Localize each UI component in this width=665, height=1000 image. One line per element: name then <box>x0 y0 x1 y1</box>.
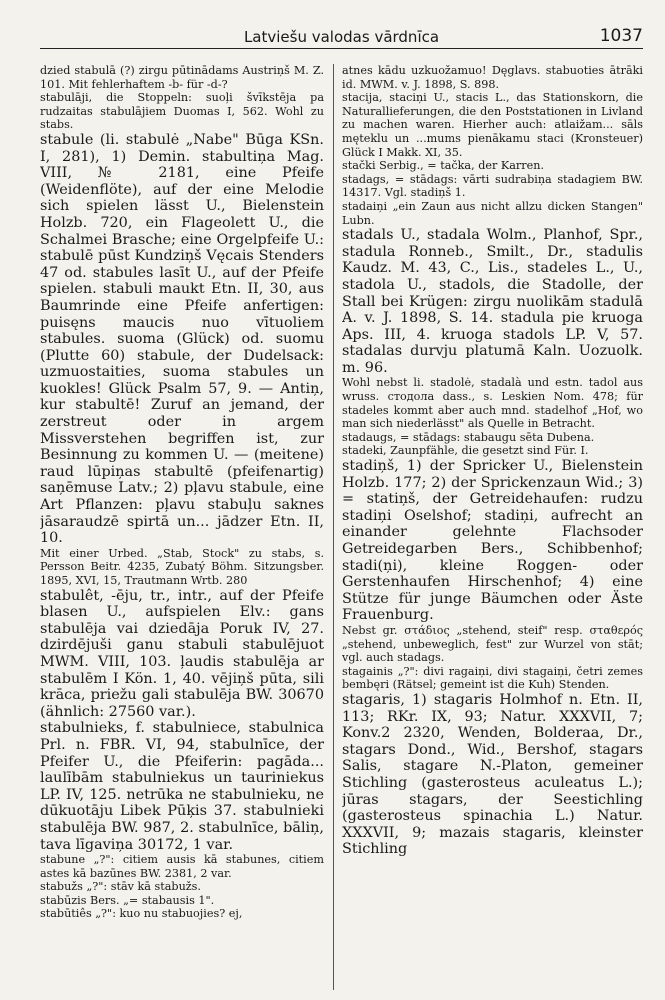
dictionary-entry: stagainis „?": divi ragaiņi, divi stagaiņi, četri zemes bembęri (Rätsel; gemeint ist die Kuh) Stenden. <box>342 664 643 692</box>
dictionary-entry: stadaugs, = stādags: stabaugu sēta Dubena. <box>342 430 595 444</box>
dictionary-entry: Wohl nebst li. stadolė, stadalà und estn. tadol aus wruss. стодола dass., s. Leskien Nom. 478; für stadeles kommt aber auch mnd. stadelhof „Hof, wo man sich niederlässt" als Quelle in Betracht. <box>342 376 643 431</box>
page-header <box>40 26 643 49</box>
dictionary-entry: stadaiņi „ein Zaun aus nicht allzu dicken Stangen" Lubn. <box>342 199 643 227</box>
dictionary-entry: stacija, staciņi U., stacis L., das Stationskorn, die Naturallieferungen, die den Poststationen in Livland zu machen waren. Hierher auch: atlaižam... sāls męteklu un ...mums pienākamu staci (Kronsteuer) Glück I Makk. XI, 35. <box>342 91 643 159</box>
dictionary-entry: stabune „?": citiem ausis kā stabunes, citiem astes kā bazūnes BW. 2381, 2 var. <box>40 853 324 880</box>
dictionary-entry: stabulnieks, f. stabulniece, stabulnica Prl. n. FBR. VI, 94, stabulnīce, der Pfeifer U., die Pfeiferin: pagāda... laulībām stabulniekus un tauriniekus LP. IV, 125. netrūka ne stabulnieku, ne dūkuotāju Libek Pūķis 37. stabulnieki stabulēja BW. 987, 2. stabulnīce, bāliņ, tava līgaviņa 30172, 1 var. <box>40 720 324 853</box>
dictionary-title: Latviešu valodas vārdnīca <box>243 28 440 46</box>
dictionary-entry: stabužs „?": stāv kā stabužs. <box>40 880 201 894</box>
dictionary-entry: stadags, = stādags: vārti sudrabiņa stadagiem BW. 14317. Vgl. stadiņš 1. <box>342 172 643 200</box>
dictionary-entry: stagaris, 1) stagaris Holmhof n. Etn. II, 113; RKr. IX, 93; Natur. XXXVII, 7; Konv.2 2320, Wenden, Bolderaa, Dr., stagars Dond., Wid., Bershof, stagars Salis, stagare N.-Platon, gemeiner Stichling (gasterosteus aculeatus L.); jūras stagars, der Seestichling (gasterosteus spinachia L.) Natur. XXXVII, 9; mazais stagaris, kleinster Stichling <box>342 691 643 858</box>
page-number: 1037 <box>599 26 643 46</box>
dictionary-entry: stabulāji, die Stoppeln: suoļi švīkstēja pa rudzaitas stabulājiem Duomas I, 562. Wohl zu stabs. <box>40 91 324 132</box>
column-divider <box>333 64 334 990</box>
dictionary-entry: stabulêt, -ēju, tr., intr., auf der Pfeife blasen U., aufspielen Elv.: gans stabulēja vai dziedāja Poruk IV, 27. dzirdējuši ganu stabuli stabulējuot MWM. VIII, 103. ļaudis stabulēja ar stabulēm I Kön. 1, 40. vējiņš pūta, sili krāca, priežu gali stabulēja BW. 30670 (ähnlich: 27560 var.). <box>40 587 324 720</box>
left-column <box>40 64 324 992</box>
dictionary-entry: Nebst gr. στάδιος „stehend, steif" resp. σταθερός „stehend, unbeweglich, fest" zur Wurzel von stāt; vgl. auch stadags. <box>342 623 643 665</box>
right-column <box>342 64 643 992</box>
dictionary-entry: stadeki, Zaunpfähle, die gesetzt sind Für. I. <box>342 444 589 458</box>
dictionary-entry: Mit einer Urbed. „Stab, Stock" zu stabs, s. Persson Beitr. 4235, Zubatý Böhm. Sitzungsber. 1895, XVI, 15, Trautmann Wrtb. 280 <box>40 546 324 587</box>
dictionary-entry: stabūtiês „?": kuo nu stabuojies? ej, <box>40 907 243 921</box>
dictionary-entry: stadals U., stadala Wolm., Planhof, Spr., stadula Ronneb., Smilt., Dr., stadulis Kaudz. M. 43, C., Lis., stadeles L., U., stadola U., stadols, die Stadolle, der Stall bei Krügen: zirgu nuolikām stadulā A. v. J. 1898, S. 14. stadula pie kruoga Aps. III, 4. kruoga stadols LP. V, 57. stadalas durvju platumā Kaln. Uozuolk. m. 96. <box>342 227 643 376</box>
dictionary-entry: stački Serbig., = tačka, der Karren. <box>342 159 545 173</box>
dictionary-entry: dzied stabulā (?) zirgu pūtinādams Austriņš M. Z. 101. Mit fehlerhaftem -b- für -d-? <box>40 64 324 91</box>
dictionary-entry: stadiņš, 1) der Spricker U., Bielenstein Holzb. 177; 2) der Sprickenzaun Wid.; 3) = statiņš, der Getreidehaufen: rudzu stadiņi Oselshof; stadiņi, aufrecht an einander gelehnte Flachsoder Getreidegarben Bers., Schibbenhof; stadi(ņi), kleine Roggen- oder Gerstenhaufen Hirschenhof; 4) eine Stütze für junge Bäumchen oder Äste Frauenburg. <box>342 458 643 624</box>
dictionary-entry: atnes kādu uzkuožamuo! Dęglavs. stabuoties ātrāki id. MWM. v. J. 1898, S. 898. <box>342 64 643 91</box>
dictionary-entry: stabūzis Bers. „= stabausis 1". <box>40 893 215 907</box>
dictionary-entry: stabule (li. stabulė „Nabe" Būga KSn. I, 281), 1) Demin. stabultiņa Mag. VIII, № 2181, eine Pfeife (Weidenflöte), auf der eine Melodie sich spielen lässt U., Bielenstein Holzb. 720, ein Flageolett U., die Schalmei Brasche; eine Orgelpfeife U.: stabulē pūst Kundziņš Vęcais Stenders 47 od. stabules lasīt U., auf der Pfeife spielen. stabuli maukt Etn. II, 30, aus Baumrinde eine Pfeife anfertigen: puisęns maucis nuo vītuoliem stabules. suoma (Glück) od. suomu (Plutte 60) stabule, der Dudelsack: uzmuostaities, suoma stabules un kuokles! Glück Psalm 57, 9. — Antiņ, kur stabultē! Zuruf an jemand, der zerstreut oder in argem Missverstehen begriffen ist, zur Besinnung zu kommen U. — (meitene) raud lūpiņas stabultē (pfeifenartig) saņēmuse Latv.; 2) pļavu stabule, eine Art Pflanzen: pļavu stabuļu saknes jāsaraudzē spirtā un... jādzer Etn. II, 10. <box>40 131 324 547</box>
